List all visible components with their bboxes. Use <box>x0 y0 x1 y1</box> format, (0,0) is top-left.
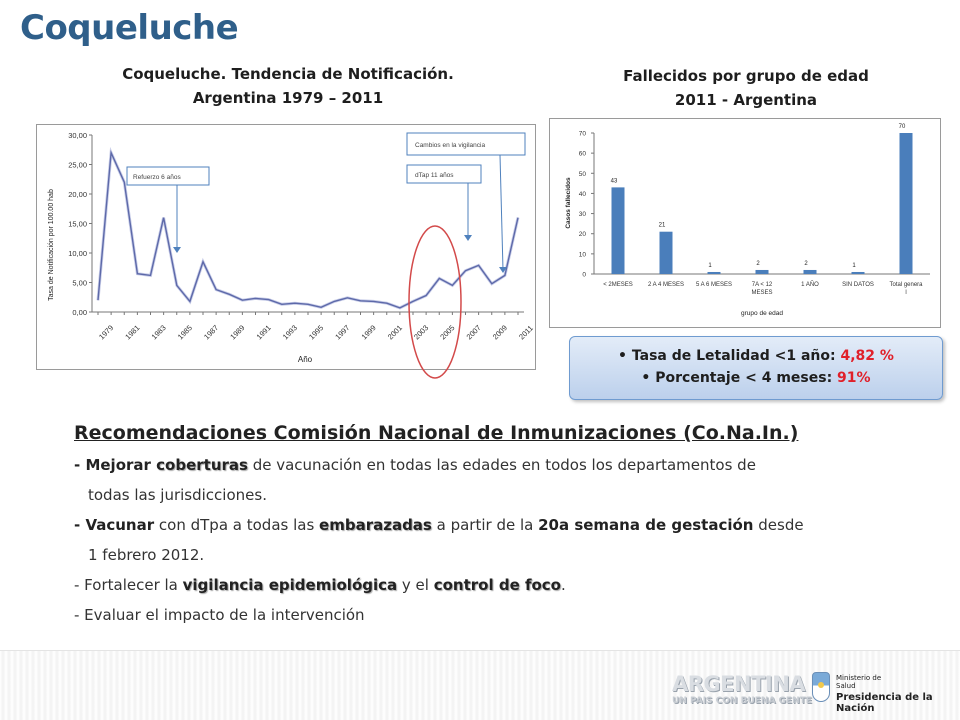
annotation-refuerzo: Refuerzo 6 años <box>133 174 181 181</box>
x-tick-label: 1997 <box>333 323 352 342</box>
rec-l3-text2: a partir de la <box>431 516 539 534</box>
bar-6 <box>900 133 913 274</box>
recommendations <box>74 422 934 630</box>
left-chart-title-line2: Argentina 1979 – 2011 <box>192 89 384 107</box>
bar-value-label: 43 <box>610 178 618 185</box>
rec-l5-text1: - Fortalecer la <box>74 576 183 594</box>
x-tick-label: 2005 <box>438 323 457 342</box>
right-chart-title <box>560 64 932 112</box>
x-tick-label: 1985 <box>175 323 194 342</box>
bar-4 <box>804 270 817 274</box>
ministry-line2: Salud <box>836 682 856 690</box>
rec-l1-prefix: - Mejorar <box>74 456 157 474</box>
bar-category-label: 2 A 4 MESES <box>647 282 685 288</box>
left-chart-title <box>78 62 498 110</box>
bar-category-label: 1 AÑO <box>801 282 819 288</box>
rec-l5-highlight1: vigilancia epidemiológica <box>182 576 398 594</box>
right-chart-title-line1: Fallecidos por grupo de edad <box>623 67 869 85</box>
bar-category-label: 5 A 6 MESES <box>695 282 733 288</box>
rec-l5-text2: y el <box>397 576 434 594</box>
x-tick-label: 1993 <box>280 323 299 342</box>
bar-value-label: 70 <box>898 124 906 130</box>
ministry-line3: Presidencia de la Nación <box>836 692 933 714</box>
rec-line-6: - Evaluar el impacto de la intervención <box>74 606 365 624</box>
bar-y-tick-label: 10 <box>578 251 586 259</box>
left-chart-title-line1: Coqueluche. Tendencia de Notificación. <box>122 65 454 83</box>
annotation-arrow-vigilancia <box>500 155 503 270</box>
bar-y-axis-label: Casos fallecidos <box>565 177 572 229</box>
bar-2 <box>708 272 721 274</box>
y-tick-label: 10,00 <box>68 249 87 258</box>
rec-line-1 <box>74 450 934 480</box>
bar-value-label: 2 <box>804 260 808 267</box>
y-tick-label: 30,00 <box>68 131 87 140</box>
rec-l5-text3: . <box>561 576 566 594</box>
deaths-bar-chart <box>550 119 940 327</box>
x-tick-label: 1983 <box>149 323 168 342</box>
y-tick-label: 15,00 <box>68 219 87 229</box>
highlight-ellipse <box>400 222 470 382</box>
x-tick-label: 2007 <box>464 323 483 342</box>
bar-y-tick-label: 20 <box>578 231 586 239</box>
y-tick-label: 5,00 <box>72 278 87 288</box>
bar-category-label: SIN DATOS <box>842 282 874 288</box>
right-chart-title-line2: 2011 - Argentina <box>674 91 818 109</box>
bar-y-tick-label: 70 <box>578 130 586 138</box>
x-tick-label: 1999 <box>359 323 378 342</box>
ministry-logo <box>836 674 960 714</box>
stat-under-4-months: • Porcentaje < 4 meses: 91% <box>641 370 871 386</box>
rec-l3-highlight: embarazadas <box>319 516 432 534</box>
bar-y-tick-label: 50 <box>578 170 586 178</box>
x-tick-label: 1995 <box>307 323 326 342</box>
y-tick-label: 20,00 <box>68 190 87 199</box>
argentina-brand-logo <box>672 672 812 706</box>
deaths-chart-panel <box>549 118 941 328</box>
rec-l3-text3: desde <box>753 516 804 534</box>
x-tick-label: 2001 <box>385 323 404 342</box>
y-axis-label: Tasa de Notificación por 100.00 hab <box>48 189 55 301</box>
x-tick-label: 2009 <box>490 323 509 342</box>
bar-y-tick-label: 40 <box>578 190 586 198</box>
bar-5 <box>852 272 865 274</box>
rec-line-4: 1 febrero 2012. <box>88 546 205 564</box>
rec-l5-highlight2: control de foco <box>433 576 561 594</box>
bar-value-label: 2 <box>756 260 760 267</box>
rec-l3-prefix: - Vacunar <box>74 516 155 534</box>
bar-category-label-cont: MESES <box>751 290 773 296</box>
bar-y-tick-label: 30 <box>578 211 586 219</box>
lethality-stats-box <box>569 336 943 400</box>
brand-line1: ARGENTINA <box>672 672 806 696</box>
bar-1 <box>660 232 673 274</box>
stat-lethality-value: 4,82 % <box>840 348 894 364</box>
ministry-line1: Ministerio de <box>836 674 882 682</box>
bar-3 <box>756 270 769 274</box>
bar-category-label: < 2MESES <box>603 282 633 288</box>
slide-title: Coqueluche <box>20 8 239 48</box>
x-tick-label: 2011 <box>517 323 535 342</box>
stat-under-4-months-label: Porcentaje < 4 meses: <box>655 370 833 386</box>
stat-lethality: • Tasa de Letalidad <1 año: 4,82 % <box>618 348 894 364</box>
annotation-arrowhead-refuerzo <box>173 247 181 253</box>
rec-line-3 <box>74 510 934 540</box>
x-tick-label: 1989 <box>228 323 247 342</box>
bar-0 <box>612 187 625 274</box>
stat-lethality-label: Tasa de Letalidad <1 año: <box>631 348 836 364</box>
bar-y-tick-label: 0 <box>582 271 586 279</box>
bar-category-label: 7A < 12 <box>751 282 773 288</box>
rec-l1-highlight: coberturas <box>156 456 248 474</box>
x-tick-label: 1987 <box>202 323 221 342</box>
bar-y-tick-label: 60 <box>578 150 586 158</box>
bar-value-label: 1 <box>852 262 856 269</box>
annotation-vigilancia: Cambios en la vigilancia <box>415 142 486 149</box>
coat-of-arms-icon <box>812 672 830 702</box>
x-tick-label: 2003 <box>412 323 431 342</box>
stat-under-4-months-value: 91% <box>837 370 871 386</box>
rec-l3-text1: con dTpa a todas las <box>154 516 320 534</box>
annotation-dtap: dTap 11 años <box>415 172 454 179</box>
y-tick-label: 0,00 <box>72 308 87 317</box>
x-tick-label: 1981 <box>123 323 142 342</box>
brand-line2: UN PAIS CON BUENA GENTE <box>672 696 812 706</box>
x-axis-label: Año <box>297 355 313 364</box>
rec-line-5 <box>74 570 934 600</box>
x-tick-label: 1979 <box>97 323 116 342</box>
bar-x-axis-label: grupo de edad <box>741 310 783 317</box>
x-tick-label: 1991 <box>254 323 273 342</box>
bar-category-label-cont: l <box>905 290 907 296</box>
y-tick-label: 25,00 <box>68 160 87 170</box>
rec-l3-bold: 20a semana de gestación <box>538 516 754 534</box>
rec-line-2: todas las jurisdicciones. <box>88 486 267 504</box>
bar-value-label: 1 <box>708 262 712 269</box>
bar-category-label: Total genera <box>889 282 923 288</box>
rec-l1-text: de vacunación en todas las edades en todos los departamentos de <box>247 456 756 474</box>
recommendations-heading: Recomendaciones Comisión Nacional de Inmunizaciones (Co.Na.In.) <box>74 422 799 444</box>
bar-value-label: 21 <box>658 222 666 229</box>
